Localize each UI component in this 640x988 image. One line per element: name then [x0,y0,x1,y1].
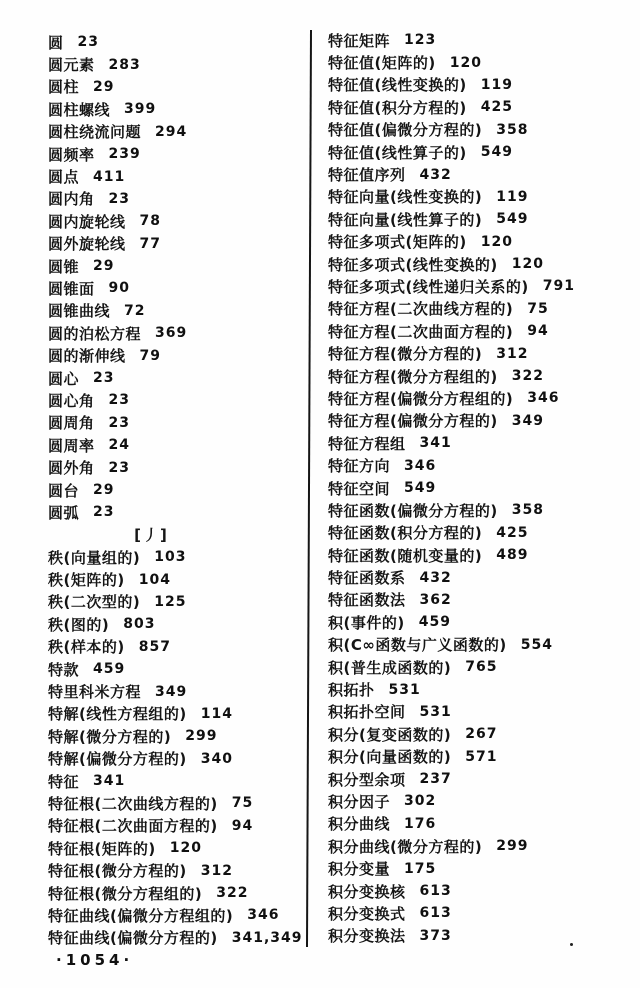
index-entry [48,613,310,635]
entry-pages: 489 [496,547,529,564]
entry-pages: 341,349 [231,929,303,946]
entry-pages: 104 [138,571,171,588]
entry-pages: 349 [511,412,544,429]
entry-term: 圆外角 [48,459,95,478]
entry-term: 积分曲线 [328,815,391,834]
index-entry [328,678,632,700]
entry-term: 特征方程(二次曲面方程的) [328,322,514,341]
entry-pages: 322 [511,368,544,385]
index-entry [328,365,632,387]
index-entry [328,790,632,812]
entry-pages: 459 [93,661,126,678]
entry-pages: 77 [139,235,161,252]
index-entry [48,501,310,523]
entry-term: 积拓扑空间 [328,703,406,722]
entry-term: 秩(矩阵的) [48,571,125,590]
entry-term: 特里科米方程 [48,683,142,702]
entry-pages: 283 [108,56,141,73]
entry-pages: 78 [139,213,161,230]
entry-term: 特征多项式(矩阵的) [328,233,467,252]
entry-term: 特解(偏微分方程的) [48,750,187,769]
index-entry [328,432,632,454]
entry-pages: 119 [496,188,529,205]
entry-pages: 340 [200,750,233,767]
entry-pages: 346 [247,907,280,924]
entry-term: 特征值(矩阵的) [328,54,436,73]
index-entry [328,387,632,409]
entry-pages: 302 [404,793,437,810]
entry-term: 特解(微分方程的) [48,727,172,746]
index-entry [328,119,632,141]
entry-pages: 531 [419,703,452,720]
entry-term: 积(普生成函数的) [328,658,452,677]
entry-term: 圆心 [48,369,80,388]
entry-pages: 613 [419,905,452,922]
entry-term: 积(C∞函数与广义函数的) [328,636,507,655]
index-entry [48,927,310,949]
index-entry [48,680,310,702]
entry-term: 特征函数(积分方程的) [328,524,483,543]
index-column-left [48,31,310,949]
entry-term: 特征方程(二次曲线方程的) [328,300,514,319]
index-entry [48,748,310,770]
entry-pages: 120 [480,233,513,250]
index-entry [48,904,310,926]
entry-term: 秩(向量组的) [48,548,141,567]
entry-term: 圆柱螺线 [48,100,111,119]
entry-pages: 459 [418,614,451,631]
entry-pages: 322 [216,885,249,902]
entry-pages: 549 [404,480,437,496]
entry-term: 积(事件的) [328,613,405,632]
index-entry [328,320,632,342]
index-entry [328,29,632,51]
entry-term: 圆锥面 [48,279,95,298]
entry-pages: 29 [93,482,115,498]
entry-term: 圆锥曲线 [48,302,111,321]
entry-term: 秩(二次型的) [48,593,141,612]
entry-pages: 90 [108,280,130,297]
index-entry [328,925,632,947]
entry-term: 特征多项式(线性变换的) [328,255,498,274]
entry-term: 圆柱绕流问题 [48,123,142,142]
index-entry [48,76,310,98]
entry-pages: 176 [404,815,437,832]
entry-pages: 358 [496,121,529,138]
entry-pages: 72 [124,302,146,319]
entry-term: 积拓扑 [328,681,375,700]
entry-pages: 369 [155,325,188,342]
entry-term: 积分(向量函数的) [328,748,452,767]
entry-pages: 23 [93,370,115,387]
index-entry [48,658,310,680]
index-entry [328,253,632,275]
index-entry [328,74,632,96]
index-entry [48,121,310,143]
entry-term: 特征值(线性变换的) [328,76,467,95]
index-entry [328,51,632,73]
entry-pages: 120 [169,840,202,857]
entry-term: 圆 [48,33,64,52]
entry-term: 特征值(偏微分方程的) [328,121,483,140]
entry-pages: 23 [108,392,130,409]
entry-pages: 571 [465,748,498,765]
entry-pages: 239 [108,146,141,163]
index-entry [48,725,310,747]
index-entry [328,298,632,320]
entry-pages: 125 [154,593,187,610]
index-entry [328,611,632,633]
entry-term: 特征向量(线性变换的) [328,188,483,207]
entry-pages: 75 [231,795,254,812]
index-entry [328,454,632,476]
index-entry [48,434,310,456]
entry-pages: 803 [123,616,156,633]
entry-term: 特征函数法 [328,591,406,610]
entry-term: 圆元素 [48,56,95,75]
entry-term: 圆的渐伸线 [48,347,126,366]
index-entry [48,277,310,299]
entry-term: 圆内旋轮线 [48,212,126,231]
entry-term: 积分变换法 [328,927,406,946]
entry-term: 圆周率 [48,436,95,455]
entry-term: 特征曲线(偏微分方程组的) [48,906,234,925]
index-entry [328,902,632,924]
index-entry [328,701,632,723]
index-entry [48,98,310,120]
entry-term: 特征根(微分方程的) [48,862,187,881]
entry-pages: 399 [124,101,157,118]
index-entry [48,322,310,344]
index-entry [48,165,310,187]
entry-pages: 432 [419,166,452,183]
index-entry [328,275,632,297]
entry-pages: 531 [388,681,421,698]
index-entry [328,656,632,678]
index-entry [48,703,310,725]
entry-pages: 312 [496,345,529,362]
section-header-label: [丿] [134,526,169,545]
index-entry [328,634,632,656]
entry-pages: 114 [200,705,233,722]
entry-pages: 549 [480,144,513,161]
entry-term: 圆心角 [48,391,95,410]
entry-pages: 29 [93,78,115,95]
entry-term: 积分因子 [328,792,391,811]
entry-term: 积分曲线(微分方程的) [328,837,483,856]
entry-pages: 94 [527,323,549,340]
entry-pages: 549 [496,211,529,228]
entry-term: 特征根(微分方程组的) [48,884,203,903]
entry-term: 特征值(积分方程的) [328,98,467,117]
index-entry [48,344,310,366]
entry-pages: 791 [542,278,575,295]
index-entry [48,210,310,232]
entry-pages: 103 [154,549,187,566]
index-entry [48,837,310,859]
index-entry [48,255,310,277]
entry-pages: 23 [108,459,130,476]
entry-term: 特征向量(线性算子的) [328,210,483,229]
entry-pages: 341 [93,773,126,790]
entry-pages: 349 [155,683,188,700]
entry-term: 特征多项式(线性递归关系的) [328,277,529,296]
entry-pages: 425 [496,524,529,541]
entry-pages: 425 [480,99,513,116]
index-entry [48,882,310,904]
index-entry [328,231,632,253]
entry-term: 秩(图的) [48,615,110,634]
index-entry [328,522,632,544]
index-entry [48,412,310,434]
entry-pages: 120 [511,256,544,273]
index-entry [48,792,310,814]
entry-term: 圆的泊松方程 [48,324,142,343]
entry-pages: 237 [419,771,452,788]
entry-term: 圆周角 [48,414,95,433]
index-entry [328,880,632,902]
index-entry [48,770,310,792]
index-entry [328,96,632,118]
entry-pages: 175 [404,860,437,877]
entry-pages: 24 [108,437,130,454]
index-entry [48,233,310,255]
index-entry [328,186,632,208]
entry-pages: 358 [511,502,544,519]
entry-term: 特款 [48,660,80,679]
entry-pages: 23 [77,34,99,51]
entry-pages: 23 [93,504,115,521]
index-entry [48,456,310,478]
entry-pages: 765 [465,659,498,676]
entry-pages: 362 [419,591,452,608]
index-entry [328,342,632,364]
entry-pages: 299 [496,838,529,855]
entry-term: 圆点 [48,168,80,187]
entry-term: 特征方向 [328,457,391,476]
entry-term: 特征方程组 [328,434,406,453]
index-entry [328,723,632,745]
index-entry [328,163,632,185]
index-entry [48,568,310,590]
entry-term: 特征空间 [328,479,391,498]
entry-term: 圆柱 [48,78,80,97]
entry-term: 特征函数系 [328,569,406,588]
entry-pages: 299 [185,728,218,745]
index-entry [48,300,310,322]
scan-speck [570,943,573,946]
index-entry [48,389,310,411]
entry-term: 积分变量 [328,860,391,879]
entry-term: 特征方程(偏微分方程的) [328,412,498,431]
index-entry [328,566,632,588]
section-header [48,524,310,546]
entry-term: 特征根(二次曲线方程的) [48,794,218,813]
entry-term: 积分型余项 [328,770,406,789]
index-entry [48,188,310,210]
entry-term: 积分变换核 [328,882,406,901]
entry-term: 特解(线性方程组的) [48,705,187,724]
index-entry [48,143,310,165]
entry-term: 特征函数(偏微分方程的) [328,501,498,520]
index-entry [48,636,310,658]
entry-term: 特征值(线性算子的) [328,143,467,162]
index-entry [328,141,632,163]
entry-pages: 554 [520,636,553,653]
entry-term: 圆锥 [48,257,80,276]
entry-pages: 294 [155,123,188,140]
entry-term: 特征矩阵 [328,31,391,50]
entry-term: 特征函数(随机变量的) [328,546,483,565]
entry-term: 特征方程(偏微分方程组的) [328,389,514,408]
entry-pages: 373 [419,927,452,944]
entry-term: 圆内角 [48,190,95,209]
index-entry [328,835,632,857]
entry-pages: 120 [449,54,482,71]
entry-pages: 341 [419,435,452,452]
entry-term: 特征 [48,772,80,791]
entry-pages: 123 [404,32,437,49]
index-entry [48,31,310,53]
index-entry [48,815,310,837]
index-entry [328,499,632,521]
index-entry [48,367,310,389]
entry-term: 积分(复变函数的) [328,725,452,744]
entry-term: 特征根(二次曲面方程的) [48,817,218,836]
entry-pages: 346 [527,390,560,407]
index-entry [328,857,632,879]
entry-term: 圆台 [48,481,80,500]
entry-pages: 119 [480,76,513,93]
entry-pages: 411 [93,168,126,185]
entry-term: 圆外旋轮线 [48,235,126,254]
index-entry [48,479,310,501]
index-entry [328,746,632,768]
entry-pages: 23 [108,190,130,207]
entry-term: 圆弧 [48,503,80,522]
entry-pages: 75 [527,300,549,317]
entry-pages: 94 [231,817,254,834]
entry-pages: 432 [419,569,452,586]
page-number: ·1054· [56,951,134,969]
entry-term: 圆频率 [48,145,95,164]
index-entry [328,589,632,611]
index-entry [48,859,310,881]
entry-term: 特征根(矩阵的) [48,839,156,858]
entry-pages: 79 [139,347,161,364]
index-entry [328,410,632,432]
index-entry [328,813,632,835]
entry-term: 特征值序列 [328,166,406,185]
index-entry [48,53,310,75]
entry-term: 特征方程(微分方程的) [328,345,483,364]
entry-pages: 857 [138,638,171,655]
entry-pages: 346 [404,457,437,474]
entry-pages: 267 [465,726,498,743]
entry-pages: 312 [200,862,233,879]
index-entry [328,208,632,230]
index-entry [328,477,632,499]
index-entry [48,591,310,613]
index-entry [328,768,632,790]
entry-term: 特征方程(微分方程组的) [328,367,498,386]
index-entry [328,544,632,566]
entry-term: 积分变换式 [328,904,406,923]
entry-pages: 23 [108,414,130,431]
entry-term: 秩(样本的) [48,638,125,657]
index-entry [48,546,310,568]
entry-pages: 613 [419,883,452,900]
entry-term: 特征曲线(偏微分方程的) [48,929,218,948]
index-column-right [328,29,632,947]
entry-pages: 29 [93,258,115,275]
